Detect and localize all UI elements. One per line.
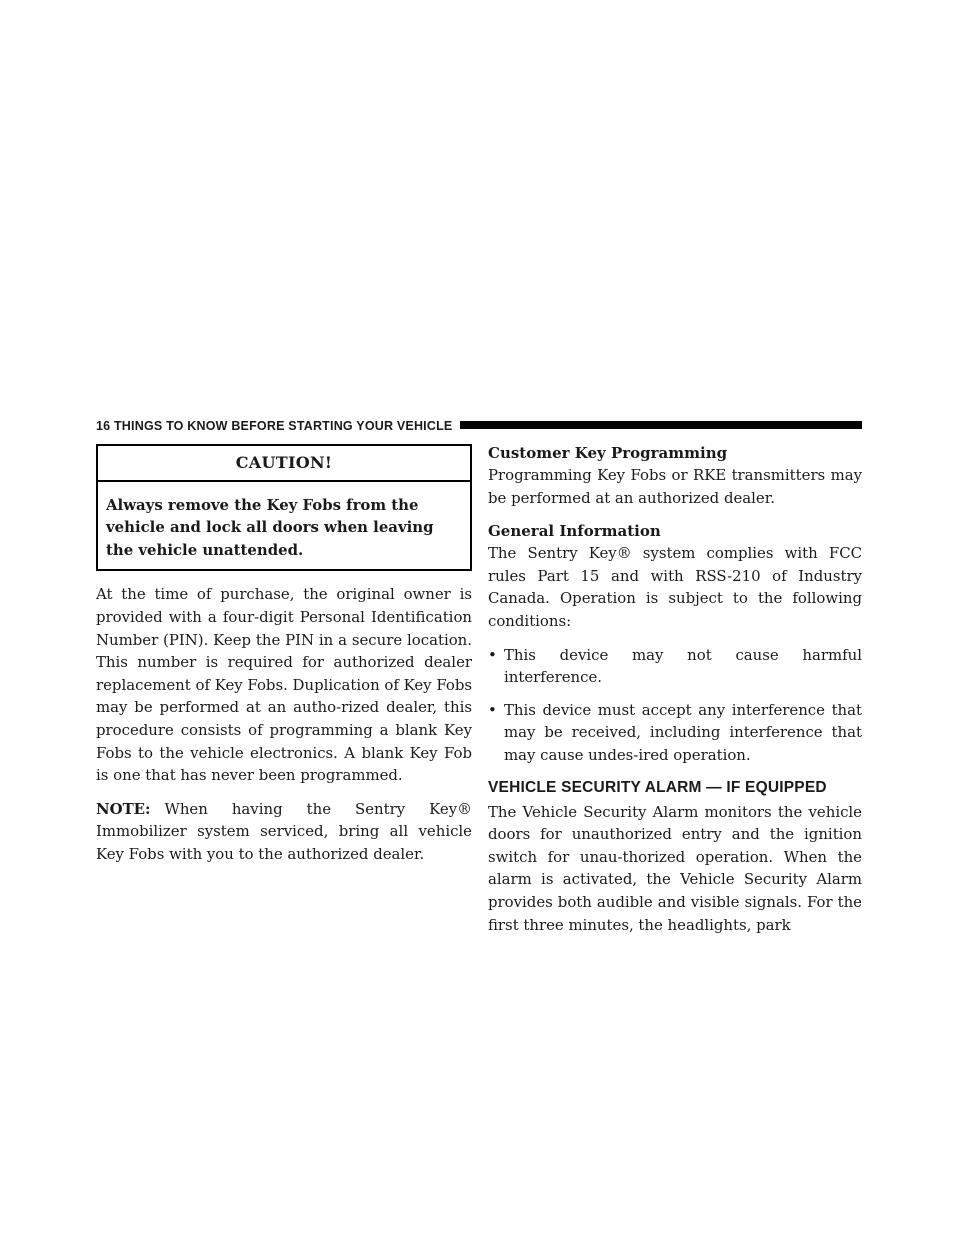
conditions-list [488, 644, 862, 767]
bullet-icon: • [488, 700, 497, 719]
header-title: 16 THINGS TO KNOW BEFORE STARTING YOUR VEHICLE [96, 416, 460, 436]
section-title: VEHICLE SECURITY ALARM — IF EQUIPPED [488, 778, 827, 796]
list-item-text: This device may not cause harmful interference. [504, 645, 862, 687]
note-paragraph [96, 798, 472, 866]
caution-box [96, 444, 472, 571]
customer-key-programming-heading: Customer Key Programming [488, 444, 728, 462]
list-item [488, 699, 862, 767]
fcc-paragraph: The Sentry Key® system complies with FCC rules Part 15 and with RSS-210 of Industry Canada. Operation is subject to the following conditions: [488, 544, 862, 630]
left-column [96, 444, 472, 877]
general-information-heading: General Information [488, 522, 661, 541]
note-label: NOTE: [96, 799, 151, 818]
pin-paragraph: At the time of purchase, the original owner is provided with a four-digit Personal Identification Number (PIN). Keep the PIN in a secure location. This number is required for authorized dealer replacement of Key Fobs. Duplication of Key Fobs may be performed at an autho-rized dealer, this procedure consists of programming a blank Key Fobs to the vehicle electronics. A blank Key Fob is one that has never been programmed. [96, 585, 472, 785]
list-item [488, 644, 862, 689]
note-text: When having the Sentry Key® Immobilizer system serviced, bring all vehicle Key Fobs with you to the authorized dealer. [96, 799, 472, 863]
caution-text: Always remove the Key Fobs from the vehicle and lock all doors when leaving the vehicle unattended. [106, 495, 434, 559]
alarm-paragraph: The Vehicle Security Alarm monitors the vehicle doors for unauthorized entry and the ignition switch for unau-thorized operation. When the alarm is activated, the Vehicle Security Alarm provides both audible and visible signals. For the first three minutes, the headlights, park [488, 802, 862, 934]
programming-paragraph: Programming Key Fobs or RKE transmitters may be performed at an authorized dealer. [488, 466, 862, 507]
header-rule [458, 421, 862, 429]
bullet-icon: • [488, 645, 497, 664]
caution-title: CAUTION! [98, 446, 470, 482]
right-column [488, 444, 862, 947]
running-header [96, 416, 862, 436]
list-item-text: This device must accept any interference that may be received, including interference that may cause undes-ired operation. [504, 700, 862, 764]
